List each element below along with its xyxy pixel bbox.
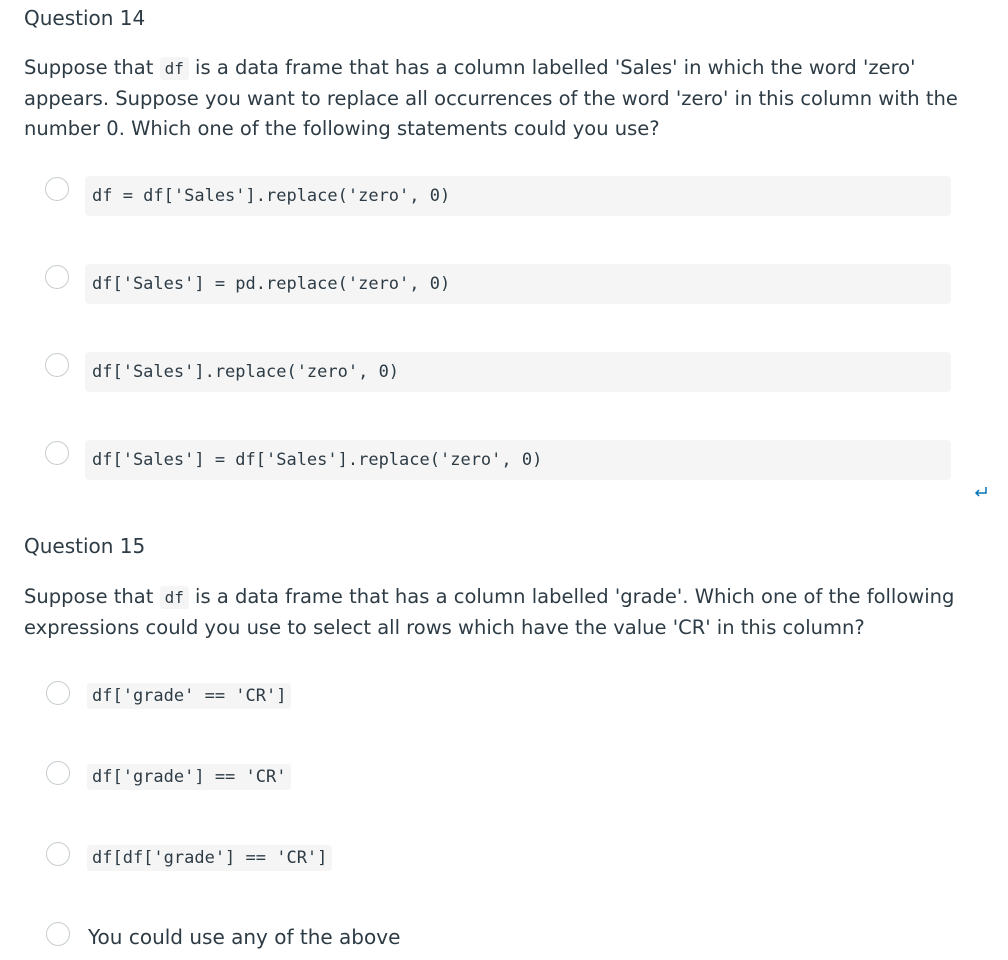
question-14-text-pre: Suppose that	[24, 56, 160, 79]
q15-option-3-radio[interactable]	[46, 842, 70, 866]
question-14-text	[24, 53, 974, 144]
q14-option-2-code[interactable]: df['Sales'] = pd.replace('zero', 0)	[85, 264, 951, 304]
question-14-inline-code: df	[160, 57, 189, 80]
question-14-text-post: is a data frame that has a column labelled 'Sales' in which the word 'zero' appears. Suppose you want to replace all occurrences of the word 'zero' in this column with the number 0. Which one of the following statements could you use?	[24, 56, 958, 140]
question-15-inline-code: df	[160, 586, 189, 609]
q15-option-1-radio[interactable]	[46, 681, 70, 705]
question-14-title: Question 14	[24, 6, 146, 30]
q15-option-4-radio[interactable]	[46, 922, 70, 946]
q14-option-3-code[interactable]: df['Sales'].replace('zero', 0)	[85, 352, 951, 392]
q14-option-2-radio[interactable]	[45, 265, 69, 289]
question-15-text-post: is a data frame that has a column labelled 'grade'. Which one of the following expressions could you use to select all rows which have the value 'CR' in this column?	[24, 585, 955, 639]
q15-option-2-radio[interactable]	[46, 761, 70, 785]
q15-option-4-label[interactable]: You could use any of the above	[88, 925, 401, 949]
q15-option-2-code[interactable]: df['grade'] == 'CR'	[87, 764, 291, 790]
question-15-title: Question 15	[24, 534, 146, 558]
return-arrow-icon[interactable]	[973, 484, 989, 503]
q14-option-4-radio[interactable]	[45, 441, 69, 465]
question-15-text	[24, 582, 974, 643]
q14-option-3-radio[interactable]	[45, 353, 69, 377]
q14-option-1-radio[interactable]	[45, 177, 69, 201]
q15-option-1-code[interactable]: df['grade' == 'CR']	[87, 683, 291, 709]
question-15-text-pre: Suppose that	[24, 585, 160, 608]
q14-option-4-code[interactable]: df['Sales'] = df['Sales'].replace('zero', 0)	[85, 440, 951, 480]
q15-option-3-code[interactable]: df[df['grade'] == 'CR']	[87, 845, 332, 871]
q14-option-1-code[interactable]: df = df['Sales'].replace('zero', 0)	[85, 176, 951, 216]
